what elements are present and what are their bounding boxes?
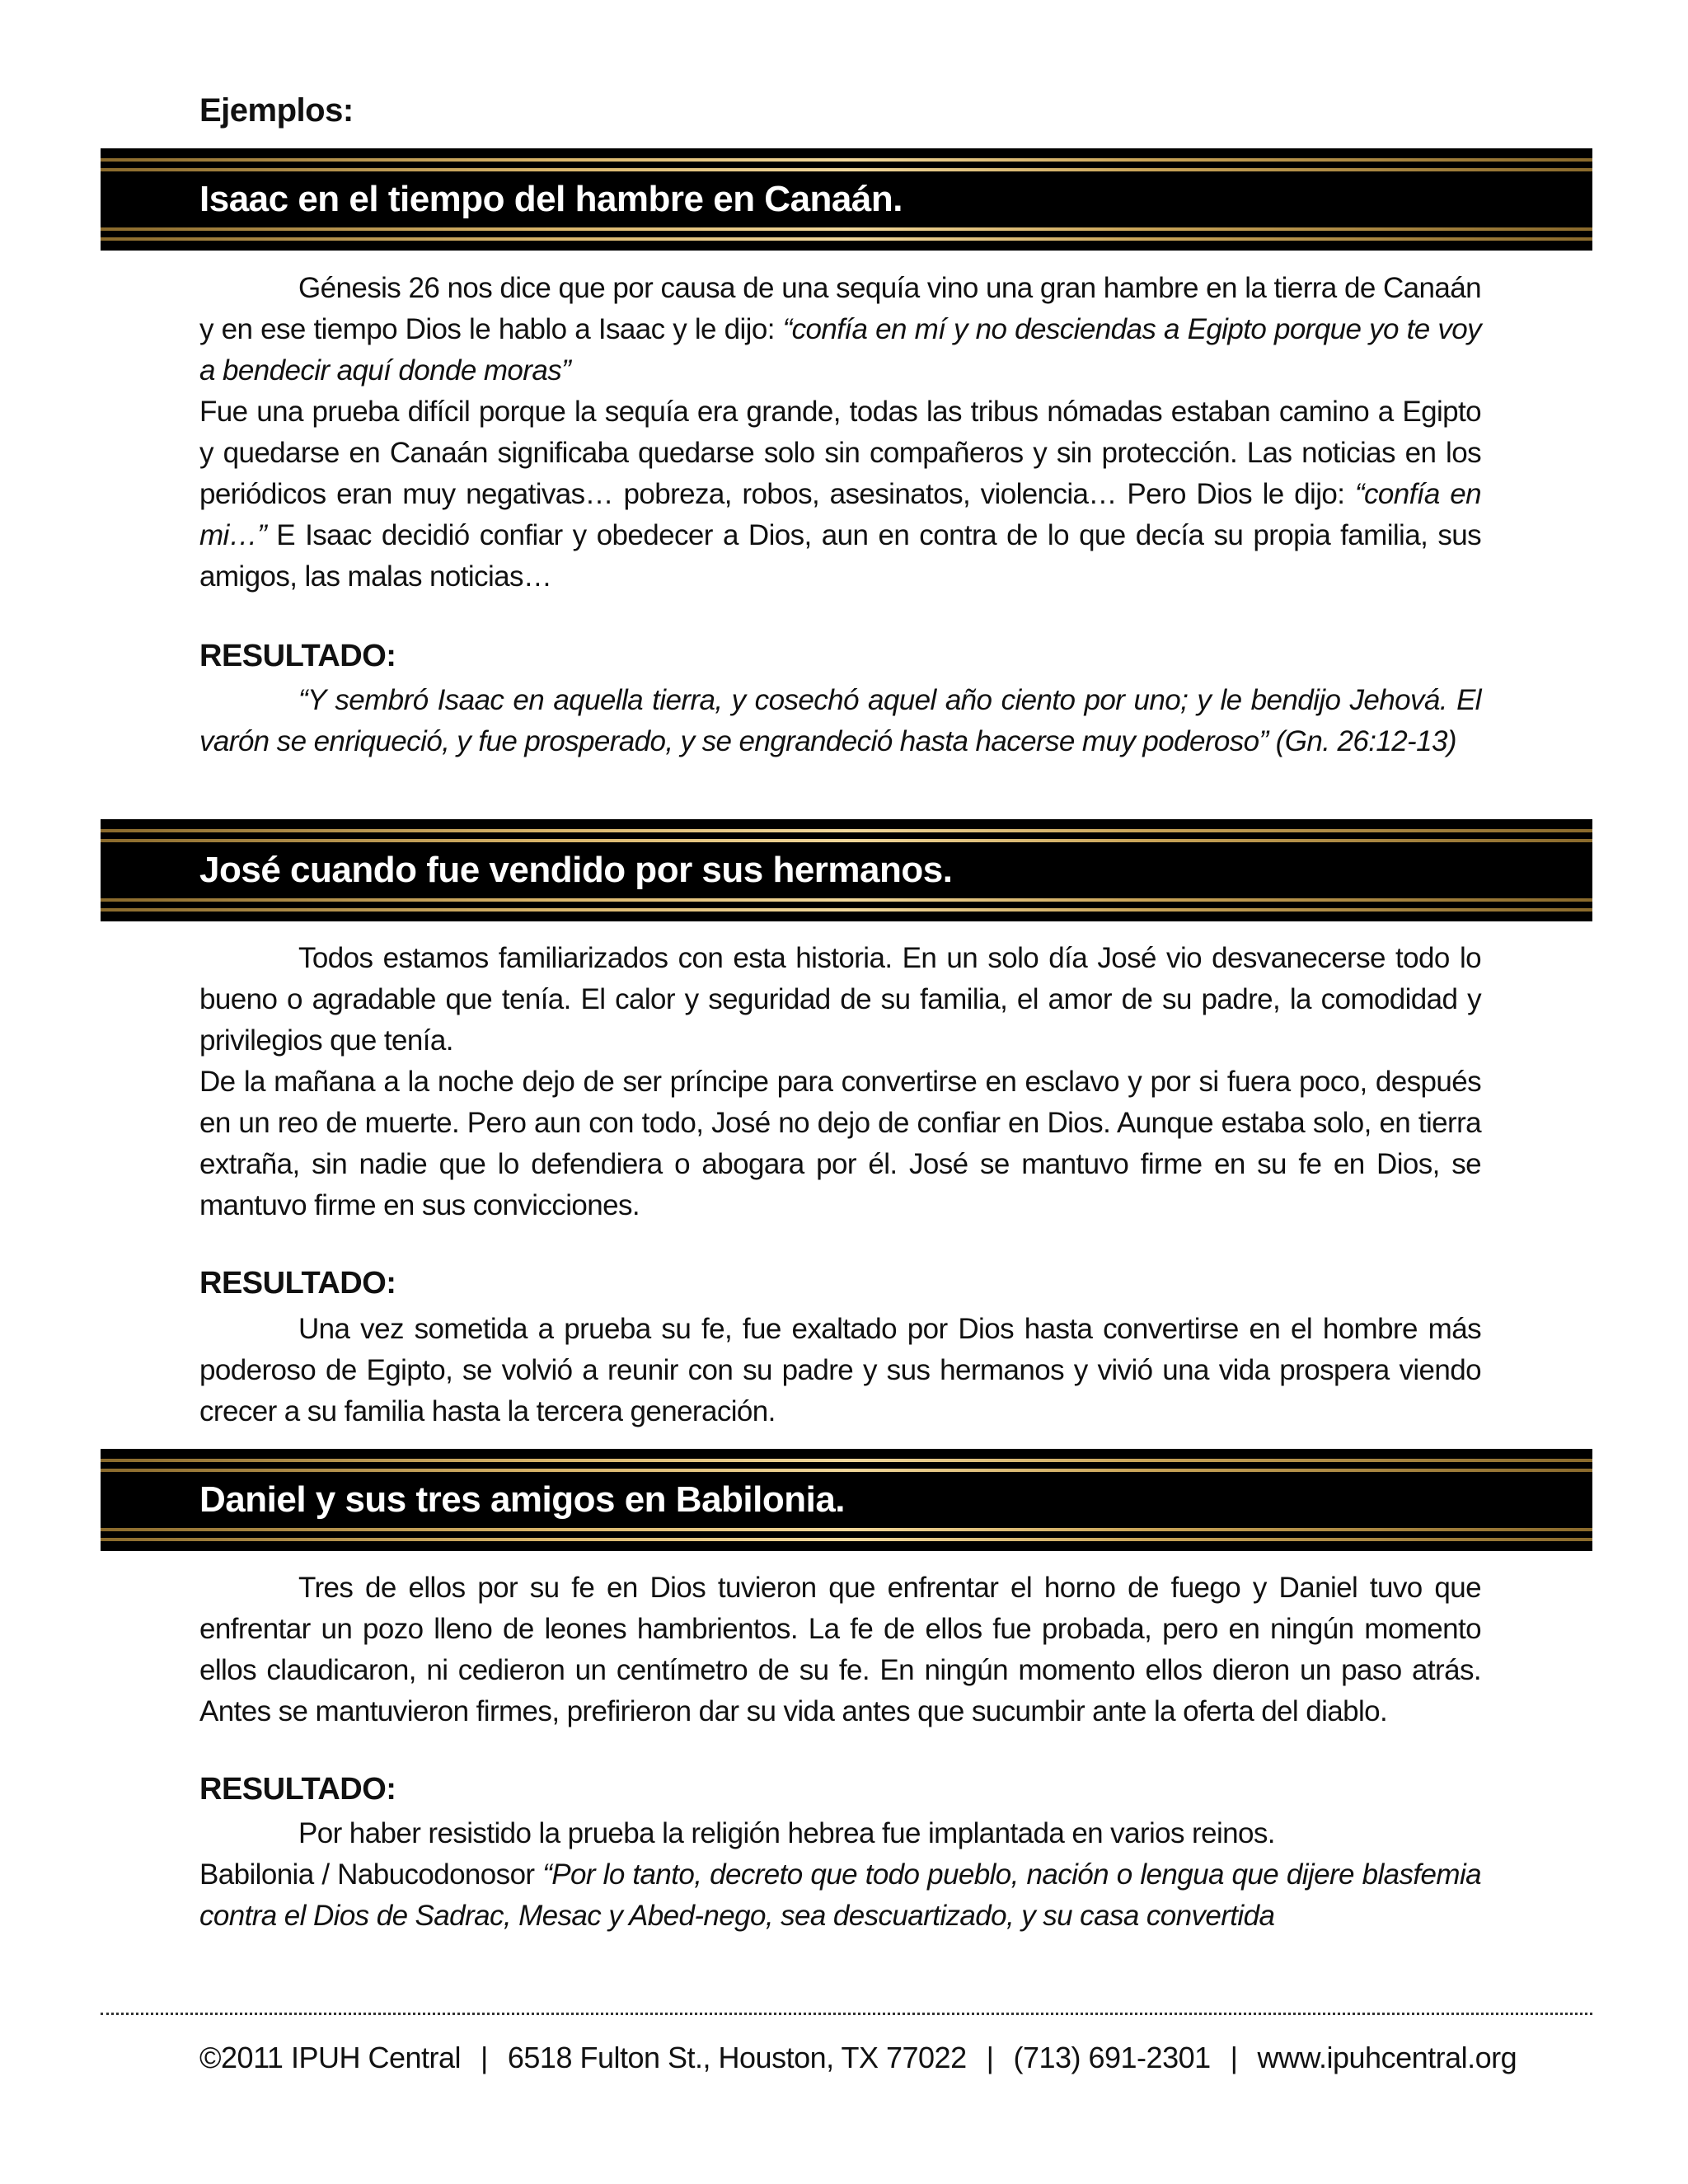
examples-heading: Ejemplos: [199, 92, 354, 129]
section-header-daniel [101, 1449, 1592, 1551]
section-title: Isaac en el tiempo del hambre en Canaán. [199, 179, 903, 219]
paragraph: Por haber resistido la prueba la religión hebrea fue implantada en varios reinos. [298, 1817, 1275, 1849]
footer-phone: (713) 691-2301 [1013, 2041, 1211, 2074]
footer-separator: | [986, 2041, 994, 2074]
paragraph [199, 268, 1481, 391]
paragraph: Una vez sometida a prueba su fe, fue exaltado por Dios hasta convertirse en el hombre más poderoso de Egipto, se volvió a reunir con su padre y sus hermanos y vivió una vida prospera viendo crecer a su familia hasta la tercera generación. [199, 1313, 1481, 1427]
section-header-isaac [101, 148, 1592, 251]
paragraph [199, 391, 1481, 598]
result-body-jose [199, 1309, 1481, 1432]
paragraph-text: E Isaac decidió confiar y obedecer a Dios, aun en contra de lo que decía su propia familia, sus amigos, las malas noticias… [199, 519, 1481, 593]
quote-text: “confía en mi…” [199, 478, 1481, 551]
gold-rule [101, 237, 1592, 241]
quote-text: “Por lo tanto, decreto que todo pueblo, nación o lengua que dijere blasfemia contra el Dios de Sadrac, Mesac y Abed-nego, sea descuartizado, y su casa convertida [199, 1858, 1481, 1932]
gold-rule [101, 227, 1592, 231]
result-quote: “Y sembró Isaac en aquella tierra, y cosechó aquel año ciento por uno; y le bendijo Jehová. El varón se enriqueció, y fue prosperado, y se engrandeció hasta hacerse muy poderoso” (Gn. 26:12-13) [199, 684, 1481, 757]
result-heading: RESULTADO: [199, 1772, 396, 1807]
quote-text: “confía en mí y no desciendas a Egipto porque yo te voy a bendecir aquí donde moras” [199, 313, 1481, 387]
footer-address: 6518 Fulton St., Houston, TX 77022 [507, 2041, 967, 2074]
result-body-daniel [199, 1813, 1481, 1937]
gold-rule [101, 1469, 1592, 1472]
paragraph-text: Fue una prueba difícil porque la sequía era grande, todas las tribus nómadas estaban camino a Egipto y quedarse en Canaán significaba quedarse solo sin compañeros y sin protección. Las noticias en los periódicos eran muy negativas… pobreza, robos, asesinatos, violencia… Pero Dios le dijo: [199, 396, 1481, 510]
gold-rule [101, 158, 1592, 162]
footer-copyright: ©2011 IPUH Central [199, 2041, 462, 2074]
gold-rule [101, 908, 1592, 912]
footer-divider [101, 2013, 1592, 2015]
paragraph: Tres de ellos por su fe en Dios tuvieron que enfrentar el horno de fuego y Daniel tuvo que enfrentar un pozo lleno de leones hambrientos. La fe de ellos fue probada, pero en ningún momento ellos claudicaron, ni cedieron un centímetro de su fe. En ningún momento ellos dieron un paso atrás. Antes se mantuvieron firmes, prefirieron dar su vida antes que sucumbir ante la oferta del diablo. [199, 1572, 1481, 1727]
result-body-isaac [199, 680, 1481, 762]
section-body-jose [199, 938, 1481, 1226]
gold-rule [101, 829, 1592, 832]
footer-website-link[interactable]: www.ipuhcentral.org [1257, 2041, 1517, 2074]
footer-separator: | [1230, 2041, 1238, 2074]
section-header-jose [101, 819, 1592, 921]
gold-rule [101, 1459, 1592, 1462]
gold-rule [101, 839, 1592, 842]
gold-rule [101, 1528, 1592, 1531]
section-body-daniel [199, 1568, 1481, 1732]
gold-rule [101, 898, 1592, 902]
paragraph: Todos estamos familiarizados con esta historia. En un solo día José vio desvanecerse todo lo bueno o agradable que tenía. El calor y seguridad de su familia, el amor de su padre, la comodidad y privilegios que tenía. [199, 942, 1481, 1057]
gold-rule [101, 1538, 1592, 1541]
result-heading: RESULTADO: [199, 639, 396, 673]
gold-rule [101, 168, 1592, 171]
paragraph: De la mañana a la noche dejo de ser príncipe para convertirse en esclavo y por si fuera poco, después en un reo de muerte. Pero aun con todo, José no dejo de confiar en Dios. Aunque estaba solo, en tierra extraña, sin nadie que lo defendiera o abogara por él. José se mantuvo firme en su fe en Dios, se mantuvo firme en sus convicciones. [199, 1066, 1481, 1221]
footer-separator: | [481, 2041, 488, 2074]
paragraph [199, 1854, 1481, 1937]
footer [199, 2037, 1518, 2079]
paragraph-text: Babilonia / Nabucodonosor [199, 1858, 543, 1891]
paragraph-text: Génesis 26 nos dice que por causa de una sequía vino una gran hambre en la tierra de Canaán y en ese tiempo Dios le hablo a Isaac y le dijo: [199, 272, 1481, 345]
section-title: José cuando fue vendido por sus hermanos. [199, 850, 953, 890]
section-title: Daniel y sus tres amigos en Babilonia. [199, 1479, 846, 1520]
result-heading: RESULTADO: [199, 1266, 396, 1301]
section-body-isaac [199, 268, 1481, 598]
